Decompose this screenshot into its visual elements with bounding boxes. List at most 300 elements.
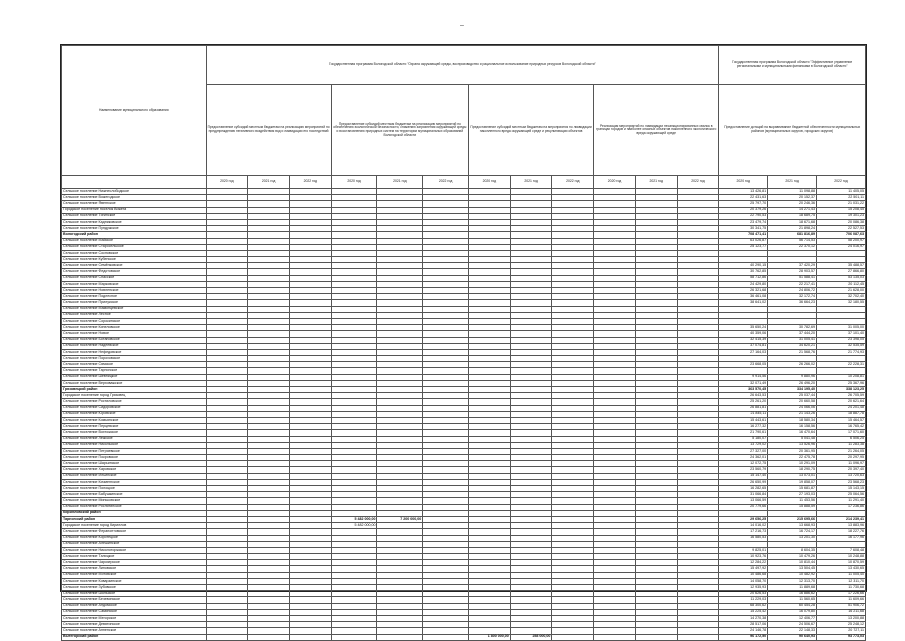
municipality-name: Сельское поселение Вохтожское: [62, 430, 207, 436]
grant-value: 23 568,23: [817, 479, 866, 485]
municipality-name: Сельское поселение Кипеловское: [62, 325, 207, 331]
municipality-name: Сельское поселение Лежское: [62, 436, 207, 442]
name-column-header: Наименование муниципального образования: [62, 46, 207, 176]
grant-value: 17 226,66: [817, 591, 866, 597]
grant-value: 23 398,05: [817, 337, 866, 343]
grant-value: 24 429,80: [719, 281, 768, 287]
grant-value: 12 935,93: [719, 585, 768, 591]
grant-value: 13 426,81: [719, 189, 768, 195]
grant-value: 20 086,38: [817, 219, 866, 225]
subsidy-header: Предоставление субсидий местным бюджетам на реализацию мероприятий по предупреждению негативного воздействия вод и ликвидации его последствий: [206, 85, 331, 176]
municipality-name: Сельское поселение Бечевинское: [62, 597, 207, 603]
empty-cell: [423, 634, 469, 640]
year-header: 2021 год: [510, 176, 552, 189]
grant-value: 20 626,53: [719, 591, 768, 597]
grant-value: 32 535,59: [817, 343, 866, 349]
grant-value: 10 486,68: [719, 572, 768, 578]
grant-value: 16 580,53: [719, 535, 768, 541]
municipality-name: Сельское поселение Нижнеслободское: [62, 189, 207, 195]
municipality-name: Сельское поселение Мотовское: [62, 572, 207, 578]
grant-value: 28 517,06: [719, 622, 768, 628]
municipality-name: Сельское поселение Надеевское: [62, 343, 207, 349]
subsidy-value: 1 800 000,00: [469, 634, 511, 640]
grant-value: 18 580,34: [768, 417, 817, 423]
grant-value: 9 880,96: [768, 374, 817, 380]
grant-value: 363 570,45: [719, 387, 768, 393]
grant-value: 68 300,62: [719, 603, 768, 609]
municipality-name: Тарногский район: [62, 516, 207, 522]
subsidy-header: Предоставление субсидий местным бюджетам на реализацию мероприятий по обеспечению экологической безопасности, снижению загрязнения окружающей среды и восстановлению природных систем на территории муниципальных образований Вологодской области: [331, 85, 468, 176]
grant-value: 25 037,44: [768, 393, 817, 399]
grant-value: 51 906,72: [817, 603, 866, 609]
grant-value: 16 282,65: [719, 486, 768, 492]
municipality-name: Сельское поселение Миньковское: [62, 498, 207, 504]
grant-value: 18 887,78: [817, 411, 866, 417]
grant-value: 38 641,02: [719, 300, 768, 306]
grant-value: 16 277,32: [719, 424, 768, 430]
blank-year-cell: [62, 176, 207, 189]
grant-value: 19 858,07: [768, 479, 817, 485]
municipality-name: Сельское поселение Тигинское: [62, 213, 207, 219]
grant-value: 51 588,41: [768, 275, 817, 281]
municipality-name: Городское поселение город Грязовец: [62, 393, 207, 399]
subsidy-header: Предоставление дотаций на выравнивание бюджетной обеспеченности муниципальных районов (муниципальных округов, городских округов): [719, 85, 866, 176]
grant-value: 16 211,68: [817, 609, 866, 615]
grant-value: 21 845,11: [719, 411, 768, 417]
municipality-name: Сельское поселение Андомское: [62, 603, 207, 609]
grant-value: 32 702,40: [817, 294, 866, 300]
municipality-name: Сельское поселение Зубовское: [62, 585, 207, 591]
municipality-name: Сельское поселение Лесное: [62, 312, 207, 318]
grant-value: 23 479,74: [719, 219, 768, 225]
municipality-name: Сельское поселение Новое: [62, 331, 207, 337]
grant-value: 31 005,41: [768, 337, 817, 343]
grant-value: 11 005,40: [817, 572, 866, 578]
grant-value: 40 359,06: [719, 331, 768, 337]
year-header: 2020 год: [331, 176, 377, 189]
grant-value: 16 177,96: [817, 535, 866, 541]
grant-value: 40 290,15: [719, 263, 768, 269]
grant-value: 15 208,45: [817, 207, 866, 213]
year-header: 2021 год: [635, 176, 677, 189]
grant-value: 22 228,31: [817, 362, 866, 368]
grant-value: 14 016,02: [719, 523, 768, 529]
municipality-name: Сельское поселение Шольское: [62, 591, 207, 597]
year-header: 2020 год: [469, 176, 511, 189]
grant-value: 22 475,78: [768, 455, 817, 461]
grant-value: 708 471,41: [719, 232, 768, 238]
municipality-name: Сельское поселение Девятинское: [62, 622, 207, 628]
grant-value: 16 724,17: [768, 529, 817, 535]
empty-cell: [377, 634, 423, 640]
grant-value: 20 246,36: [768, 201, 817, 207]
municipality-name: Сельское поселение Комьянское: [62, 417, 207, 423]
grant-value: 11 283,38: [817, 442, 866, 448]
municipality-name: Сельское поселение Коварзинское: [62, 578, 207, 584]
grant-value: 16 765,42: [817, 424, 866, 430]
grant-value: 27 866,80: [817, 269, 866, 275]
grant-value: 10 291,09: [768, 461, 817, 467]
grant-value: 15 497,92: [719, 566, 768, 572]
municipality-name: Грязовецкий район: [62, 387, 207, 393]
grant-value: 14 271,43: [768, 207, 817, 213]
municipality-name: Сельское поселение Кадниковское: [62, 219, 207, 225]
grant-value: 20 397,40: [817, 467, 866, 473]
municipality-name: Сельское поселение Ферапонтовское: [62, 529, 207, 535]
municipality-name: Сельское поселение Чарозерское: [62, 560, 207, 566]
empty-cell: [635, 634, 677, 640]
grant-value: 9 825,01: [719, 547, 768, 553]
grant-value: 24 201,48: [817, 405, 866, 411]
grant-value: 53 135,03: [817, 275, 866, 281]
municipality-name: Сельское поселение Анненское: [62, 628, 207, 634]
grant-value: 37 101,40: [817, 331, 866, 337]
municipality-name: Сельское поселение Сямское: [62, 362, 207, 368]
grant-value: 20 379,26: [719, 207, 768, 213]
grant-value: 10 482,92: [768, 572, 817, 578]
grant-value: 18 671,68: [768, 219, 817, 225]
municipality-name: Вологодский район: [62, 232, 207, 238]
grant-value: 25 248,12: [817, 622, 866, 628]
grant-value: 96 172,50: [719, 634, 768, 640]
grant-value: 19 301,23: [817, 213, 866, 219]
municipality-name: Сельское поселение Кичменгское: [62, 479, 207, 485]
grant-value: 32 180,55: [817, 300, 866, 306]
grant-value: 16 886,62: [768, 591, 817, 597]
grant-value: 22 501,11: [817, 195, 866, 201]
municipality-name: Сельское поселение Федотовское: [62, 269, 207, 275]
year-header: 2021 год: [248, 176, 290, 189]
municipality-name: Сельское поселение Пороховское: [62, 356, 207, 362]
subsidy-header: Предоставление субсидий местным бюджетам на мероприятия по ликвидации накопленного вреда окружающей среде и рекультивации объектов: [469, 85, 594, 176]
grant-value: 22 527,53: [817, 226, 866, 232]
grant-value: 32 071,49: [719, 380, 768, 386]
year-header: 2021 год: [377, 176, 423, 189]
grant-value: 25 123,77: [719, 244, 768, 250]
year-header: 2020 год: [719, 176, 768, 189]
grant-value: 11 405,05: [817, 189, 866, 195]
grant-value: 93 773,03: [817, 634, 866, 640]
grant-value: 20 621,64: [817, 399, 866, 405]
year-header: 2022 год: [552, 176, 594, 189]
year-header: 2020 год: [594, 176, 636, 189]
year-header: 2022 год: [677, 176, 719, 189]
municipality-name: Сельское поселение Липовское: [62, 566, 207, 572]
grant-value: 25 261,20: [719, 399, 768, 405]
grant-value: 18 689,75: [768, 213, 817, 219]
municipality-name: Сельское поселение Рослятинское: [62, 504, 207, 510]
subsidy-header: Реализация мероприятий по ликвидации несанкционированных свалок в границах городов и наиболее опасных объектов накопленного экологического вреда окружающей среде: [594, 85, 719, 176]
grant-value: 11 096,97: [817, 461, 866, 467]
subsidy-table: [61, 45, 866, 641]
grant-value: 27 327,00: [719, 448, 768, 454]
municipality-name: Сельское поселение Явенгское: [62, 201, 207, 207]
grant-value: 35 488,57: [817, 263, 866, 269]
grant-value: 21 143,26: [768, 411, 817, 417]
grant-value: 27 164,03: [719, 349, 768, 355]
grant-value: 15 443,61: [719, 417, 768, 423]
grant-value: 11 609,66: [817, 597, 866, 603]
municipality-name: Сельское поселение Коротецкое: [62, 535, 207, 541]
empty-cell: [248, 634, 290, 640]
grant-value: 27 193,03: [768, 492, 817, 498]
grant-value: 5 180,07: [719, 436, 768, 442]
grant-value: 26 881,81: [719, 405, 768, 411]
table-row: [62, 634, 866, 640]
year-header: 2022 год: [423, 176, 469, 189]
budget-table-sheet: [60, 44, 867, 639]
municipality-name: Городское поселение поселок Вожега: [62, 207, 207, 213]
grant-value: 20 297,95: [817, 455, 866, 461]
municipality-name: Сельское поселение Талицкое: [62, 554, 207, 560]
grant-value: 24 066,06: [768, 405, 817, 411]
grant-value: 24 806,72: [768, 288, 817, 294]
grant-value: 26 650,99: [719, 479, 768, 485]
municipality-name: Сельское поселение Шевницкое: [62, 374, 207, 380]
grant-value: 10 923,76: [719, 554, 768, 560]
grant-value: 25 367,96: [817, 380, 866, 386]
grant-value: 15 147,40: [719, 473, 768, 479]
municipality-name: Сельское поселение Ростиловское: [62, 399, 207, 405]
grant-value: 13 526,96: [768, 442, 817, 448]
grant-value: 9 914,56: [719, 374, 768, 380]
grant-value: 24 506,67: [768, 622, 817, 628]
grant-value: 13 066,59: [719, 498, 768, 504]
municipality-name: Сельское поселение Ботановское: [62, 337, 207, 343]
grant-value: 20 112,45: [817, 281, 866, 287]
grant-value: 6 506,25: [817, 436, 866, 442]
grant-value: 20 660,58: [768, 399, 817, 405]
grant-value: 334 195,40: [768, 387, 817, 393]
grant-value: 12 406,77: [768, 615, 817, 621]
grant-value: 20 361,95: [768, 448, 817, 454]
grant-value: 21 790,61: [719, 430, 768, 436]
municipality-name: Сельское поселение Кубенское: [62, 257, 207, 263]
municipality-name: Сельское поселение Мегорское: [62, 615, 207, 621]
grant-value: 17 071,60: [817, 430, 866, 436]
grant-value: 25 064,56: [817, 492, 866, 498]
municipality-name: Сельское поселение Сидоровское: [62, 405, 207, 411]
grant-value: 23 668,05: [719, 362, 768, 368]
municipality-name: Сельское поселение Харовское: [62, 467, 207, 473]
grant-value: 13 668,93: [768, 523, 817, 529]
municipality-name: Сельское поселение Марковское: [62, 281, 207, 287]
grant-value: 90 640,93: [768, 634, 817, 640]
empty-cell: [594, 634, 636, 640]
grant-value: 21 031,22: [817, 201, 866, 207]
municipality-name: Сельское поселение Верховажское: [62, 380, 207, 386]
municipality-name: Сельское поселение Мамонцевское: [62, 306, 207, 312]
municipality-name: Сельское поселение Майское: [62, 238, 207, 244]
grant-value: 22 217,41: [768, 281, 817, 287]
grant-value: 34 620,21: [768, 343, 817, 349]
grant-value: 26 321,68: [719, 288, 768, 294]
grant-value: 21 264,05: [817, 448, 866, 454]
grant-value: 13 073,01: [768, 473, 817, 479]
grant-value: 13 430,65: [817, 566, 866, 572]
grant-value: 12 313,70: [768, 578, 817, 584]
grant-value: 13 729,02: [719, 442, 768, 448]
grant-value: 15 225,42: [719, 609, 768, 615]
grant-value: 13 200,88: [817, 615, 866, 621]
municipality-name: Сельское поселение Шарьинское: [62, 461, 207, 467]
grant-value: 8 604,35: [768, 547, 817, 553]
year-header: 2021 год: [768, 176, 817, 189]
grant-value: 18 227,76: [817, 529, 866, 535]
grant-value: 16 079,80: [768, 609, 817, 615]
grant-value: 18 290,75: [768, 467, 817, 473]
empty-cell: [677, 634, 719, 640]
grant-value: 31 066,84: [719, 492, 768, 498]
year-header: 2020 год: [206, 176, 248, 189]
grant-value: 24 146,78: [719, 628, 768, 634]
grant-value: 26 496,20: [768, 380, 817, 386]
municipality-name: Сельское поселение Прилукское: [62, 300, 207, 306]
subsidy-value: 5 482 000,00: [331, 523, 377, 529]
municipality-name: Сельское поселение Саминское: [62, 609, 207, 615]
municipality-name: Сельское поселение Никольское: [62, 442, 207, 448]
grant-value: 11 098,88: [768, 189, 817, 195]
municipality-name: Сельское поселение Полоцкое: [62, 486, 207, 492]
grant-value: 32 415,39: [719, 337, 768, 343]
empty-cell: [552, 634, 594, 640]
grant-value: 11 889,68: [768, 585, 817, 591]
grant-value: 13 201,30: [768, 535, 817, 541]
grant-value: 20 727,11: [817, 628, 866, 634]
subsidy-value: 5 482 000,00: [331, 516, 377, 522]
grant-value: 21 898,24: [768, 226, 817, 232]
grant-value: 37 420,29: [768, 263, 817, 269]
grant-value: 31 005,00: [817, 325, 866, 331]
grant-value: 15 888,59: [768, 504, 817, 510]
grant-value: 58 712,86: [719, 275, 768, 281]
municipality-name: Сельское поселение Алешинское: [62, 541, 207, 547]
grant-value: 16 470,64: [768, 430, 817, 436]
municipality-name: Сельское поселение Вожегодское: [62, 195, 207, 201]
grant-value: 20 779,66: [719, 504, 768, 510]
grant-value: 24 016,97: [817, 244, 866, 250]
subsidy-value: 7 200 000,00: [377, 516, 423, 522]
grant-value: 12 311,70: [817, 578, 866, 584]
grant-value: 5 041,48: [768, 436, 817, 442]
municipality-name: Сельское поселение Нефедовское: [62, 349, 207, 355]
grant-value: 10 208,81: [817, 374, 866, 380]
grant-value: 10 870,59: [817, 560, 866, 566]
empty-cell: [331, 634, 377, 640]
grant-value: 30 341,75: [719, 226, 768, 232]
municipality-name: Сельское поселение Сорокинское: [62, 318, 207, 324]
grant-value: 22 790,53: [719, 213, 768, 219]
grant-value: 12 284,22: [719, 560, 768, 566]
grant-value: 21 774,93: [817, 349, 866, 355]
grant-value: 26 705,59: [817, 393, 866, 399]
grant-value: 26 643,53: [719, 393, 768, 399]
grant-value: 63 026,87: [719, 238, 768, 244]
grant-value: 22 431,63: [719, 195, 768, 201]
grant-value: 10 248,88: [817, 554, 866, 560]
municipality-name: Вытегорский район: [62, 634, 207, 640]
grant-value: 15 143,15: [817, 486, 866, 492]
grant-value: 215 695,66: [768, 516, 817, 522]
grant-value: 214 239,41: [817, 516, 866, 522]
grant-value: 17 216,73: [719, 529, 768, 535]
grant-value: 26 266,02: [768, 362, 817, 368]
grant-value: 12 072,75: [719, 461, 768, 467]
grant-value: 58 200,97: [817, 238, 866, 244]
grant-value: 22 148,33: [768, 628, 817, 634]
municipality-name: Сельское поселение Пундужское: [62, 226, 207, 232]
municipality-name: Сельское поселение Тарногское: [62, 368, 207, 374]
grant-value: 706 087,63: [817, 232, 866, 238]
grant-value: 681 816,89: [768, 232, 817, 238]
empty-cell: [206, 634, 248, 640]
grant-value: 13 504,45: [768, 566, 817, 572]
grant-value: 25 797,70: [719, 201, 768, 207]
year-header: 2022 год: [289, 176, 331, 189]
grant-value: 56 714,53: [768, 238, 817, 244]
grant-value: 14 058,70: [719, 578, 768, 584]
grant-value: 36 664,23: [768, 300, 817, 306]
grant-value: 60 454,28: [768, 603, 817, 609]
municipality-name: Сельское поселение Перцевское: [62, 424, 207, 430]
grant-value: 22 370,12: [768, 244, 817, 250]
empty-cell: [289, 634, 331, 640]
grant-value: 7 608,48: [817, 547, 866, 553]
grant-value: 11 730,68: [817, 585, 866, 591]
municipality-name: Сельское поселение Покровское: [62, 455, 207, 461]
grant-value: 20 152,37: [768, 195, 817, 201]
municipality-name: Сельское поселение Новленское: [62, 288, 207, 294]
grant-value: 338 123,25: [817, 387, 866, 393]
municipality-name: Сельское поселение Старосельское: [62, 244, 207, 250]
grant-value: 11 453,56: [768, 498, 817, 504]
subsidy-value: 258 000,00: [510, 634, 552, 640]
grant-value: 21 628,00: [817, 288, 866, 294]
program2-header: Государственная программа Вологодской области "Эффективное управление региональными и муниципальными финансами в Вологодской области": [719, 46, 866, 85]
municipality-name: Сельское поселение Ильинское: [62, 473, 207, 479]
municipality-name: Сельское поселение Подлесное: [62, 294, 207, 300]
grant-value: 14 270,38: [719, 615, 768, 621]
municipality-name: Сельское поселение Семёнковское: [62, 263, 207, 269]
grant-value: 15 681,87: [768, 486, 817, 492]
municipality-name: Кирилловский район: [62, 510, 207, 516]
grant-value: 16 158,56: [768, 424, 817, 430]
grant-value: 17 236,86: [817, 504, 866, 510]
municipality-name: Сельское поселение Петряевское: [62, 448, 207, 454]
grant-value: 11 229,03: [719, 597, 768, 603]
municipality-name: Сельское поселение Спасское: [62, 275, 207, 281]
program-header: Государственная программа Вологодской области "Охрана окружающей среды, воспроизводство и рациональное использование природных ресурсов Вологодской области": [206, 46, 719, 85]
grant-value: 21 568,76: [768, 349, 817, 355]
municipality-name: Сельское поселение Юровское: [62, 411, 207, 417]
grant-value: 37 074,81: [719, 343, 768, 349]
grant-value: 24 362,01: [719, 455, 768, 461]
grant-value: 32 172,74: [768, 294, 817, 300]
grant-value: 37 444,20: [768, 331, 817, 337]
grant-value: 11 560,65: [768, 597, 817, 603]
grant-value: 29 656,25: [719, 516, 768, 522]
grant-value: 11 291,40: [817, 498, 866, 504]
grant-value: 30 762,85: [719, 269, 768, 275]
grant-value: 13 720,63: [817, 473, 866, 479]
grant-value: 15 464,57: [817, 417, 866, 423]
grant-value: 35 650,24: [719, 325, 768, 331]
grant-value: 13 883,96: [817, 523, 866, 529]
grant-value: 30 782,69: [768, 325, 817, 331]
municipality-name: Сельское поселение Николоторжское: [62, 547, 207, 553]
grant-value: 36 461,08: [719, 294, 768, 300]
year-header: 2022 год: [817, 176, 866, 189]
